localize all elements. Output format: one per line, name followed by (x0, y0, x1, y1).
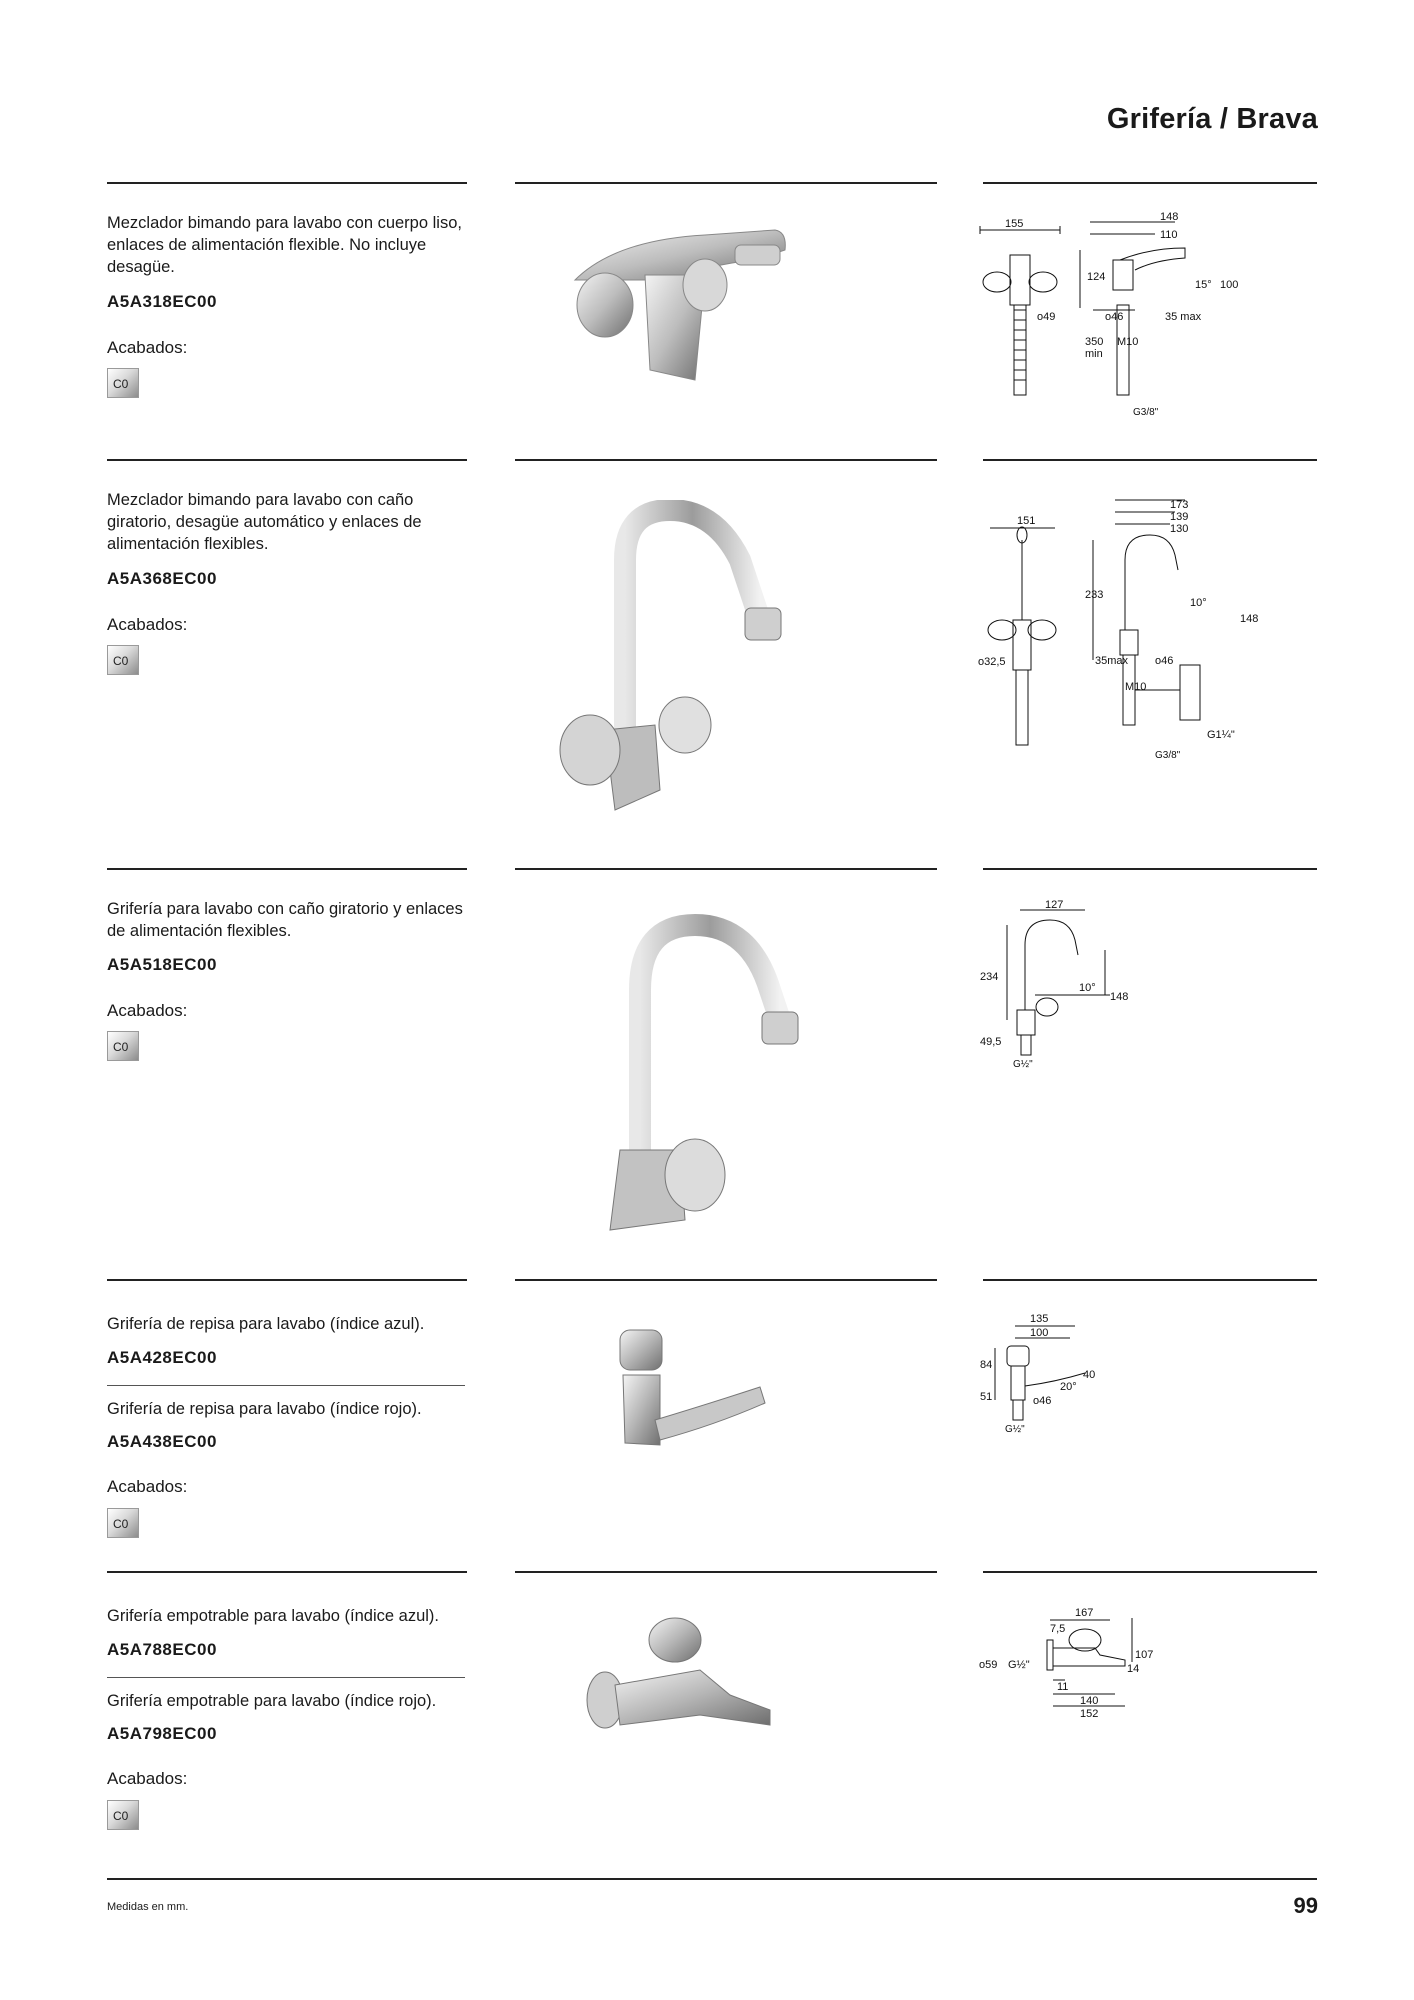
dimension-label: 173 (1170, 499, 1189, 511)
dimension-label: 151 (1017, 515, 1036, 527)
dimension-label: 350 (1085, 336, 1104, 348)
dimension-label: 130 (1170, 523, 1189, 535)
dimension-label: G3/8" (1155, 750, 1181, 761)
product-code: A5A438EC00 (107, 1432, 217, 1451)
finishes-label: Acabados: (107, 1477, 188, 1496)
dimension-label: 127 (1045, 899, 1064, 911)
dimension-label: 10° (1190, 597, 1207, 609)
finish-swatch: C0 (107, 1508, 139, 1538)
dimension-label: 124 (1087, 271, 1106, 283)
faucet-photo (580, 1615, 780, 1765)
dimension-label: M10 (1117, 336, 1139, 348)
dimension-label: 107 (1135, 1649, 1154, 1661)
dimension-label: 20° (1060, 1381, 1077, 1393)
product-description: Grifería para lavabo con caño giratorio y enlaces de alimentación flexibles. (107, 900, 463, 940)
finish-swatch: C0 (107, 368, 139, 398)
dimension-label: G½" (1013, 1059, 1033, 1070)
product-code: A5A318EC00 (107, 292, 217, 311)
dimension-label: 234 (980, 971, 999, 983)
section-divider (515, 1279, 937, 1281)
faucet-photo (555, 220, 795, 390)
technical-drawing (975, 210, 1275, 425)
product-description: Mezclador bimando para lavabo con caño giratorio, desagüe automático y enlaces de alimentación flexibles. (107, 491, 422, 553)
product-code: A5A368EC00 (107, 569, 217, 588)
product-description: Grifería de repisa para lavabo (índice azul). (107, 1315, 425, 1333)
dimension-label: 15° (1195, 279, 1212, 291)
dimension-label: o49 (1037, 311, 1056, 323)
dimension-label: G3/8" (1133, 407, 1159, 418)
section-divider (515, 182, 937, 184)
dimension-label: 40 (1083, 1369, 1096, 1381)
dimension-label: 14 (1127, 1663, 1140, 1675)
dimension-label: 135 (1030, 1313, 1049, 1325)
dimension-label: G½" (1008, 1659, 1030, 1671)
product-code: A5A788EC00 (107, 1640, 217, 1659)
section-divider (107, 1279, 467, 1281)
page-number: 99 (1293, 1893, 1318, 1918)
section-divider (983, 459, 1317, 461)
dimension-label: 233 (1085, 589, 1104, 601)
finish-swatch: C0 (107, 1800, 139, 1830)
dimension-label: M10 (1125, 681, 1147, 693)
technical-drawing (975, 490, 1275, 770)
dimension-label: 35 max (1165, 311, 1202, 323)
dimension-label: 110 (1160, 229, 1178, 241)
section-divider (983, 182, 1317, 184)
finishes-label: Acabados: (107, 1769, 188, 1788)
section-divider (107, 1571, 467, 1573)
page-title: Grifería / Brava (1106, 103, 1318, 135)
section-divider (515, 1571, 937, 1573)
dimension-label: 7,5 (1050, 1623, 1066, 1635)
footnote: Medidas en mm. (107, 1901, 189, 1913)
section-divider (515, 459, 937, 461)
dimension-label: G1¼" (1207, 729, 1235, 741)
product-code: A5A798EC00 (107, 1724, 217, 1743)
product-code: A5A518EC00 (107, 955, 217, 974)
dimension-label: 148 (1160, 211, 1179, 223)
product-description: Grifería empotrable para lavabo (índice rojo). (107, 1692, 437, 1710)
product-description: Grifería empotrable para lavabo (índice azul). (107, 1607, 439, 1625)
dimension-label: 100 (1030, 1327, 1049, 1339)
product-description: Mezclador bimando para lavabo con cuerpo liso, enlaces de alimentación flexible. No incluye desagüe. (107, 214, 462, 276)
dimension-label: 148 (1240, 613, 1259, 625)
technical-drawing (975, 1600, 1195, 1730)
dimension-label: o32,5 (978, 656, 1006, 668)
dimension-label: o46 (1033, 1395, 1052, 1407)
section-divider (983, 1279, 1317, 1281)
dimension-label: 140 (1080, 1695, 1099, 1707)
dimension-label: 10° (1079, 982, 1096, 994)
product-description: Grifería de repisa para lavabo (índice rojo). (107, 1400, 422, 1418)
dimension-label: 167 (1075, 1607, 1094, 1619)
dimension-label: o46 (1155, 655, 1174, 667)
section-divider (107, 868, 467, 870)
finish-swatch: C0 (107, 1031, 139, 1061)
dimension-label: 155 (1005, 218, 1024, 230)
finish-swatch: C0 (107, 645, 139, 675)
faucet-photo (545, 500, 825, 830)
dimension-label: 148 (1110, 991, 1129, 1003)
section-divider (983, 868, 1317, 870)
dimension-label: o46 (1105, 311, 1124, 323)
item-separator (107, 1385, 465, 1386)
technical-drawing (975, 1308, 1175, 1438)
dimension-label: 84 (980, 1359, 993, 1371)
section-divider (515, 868, 937, 870)
finishes-label: Acabados: (107, 615, 188, 634)
dimension-label: o59 (979, 1659, 998, 1671)
dimension-label: 35max (1095, 655, 1129, 667)
item-separator (107, 1677, 465, 1678)
dimension-label: 49,5 (980, 1036, 1002, 1048)
dimension-label: 139 (1170, 511, 1189, 523)
finishes-label: Acabados: (107, 338, 188, 357)
dimension-label: min (1085, 348, 1103, 360)
footer-divider (107, 1878, 1317, 1880)
dimension-label: G½" (1005, 1424, 1025, 1435)
faucet-photo (615, 1325, 775, 1455)
dimension-label: 100 (1220, 279, 1239, 291)
dimension-label: 152 (1080, 1708, 1099, 1720)
section-divider (983, 1571, 1317, 1573)
dimension-label: 51 (980, 1391, 993, 1403)
dimension-label: 11 (1057, 1681, 1069, 1693)
section-divider (107, 459, 467, 461)
faucet-photo (580, 910, 810, 1240)
product-code: A5A428EC00 (107, 1348, 217, 1367)
finishes-label: Acabados: (107, 1001, 188, 1020)
section-divider (107, 182, 467, 184)
technical-drawing (975, 895, 1175, 1075)
